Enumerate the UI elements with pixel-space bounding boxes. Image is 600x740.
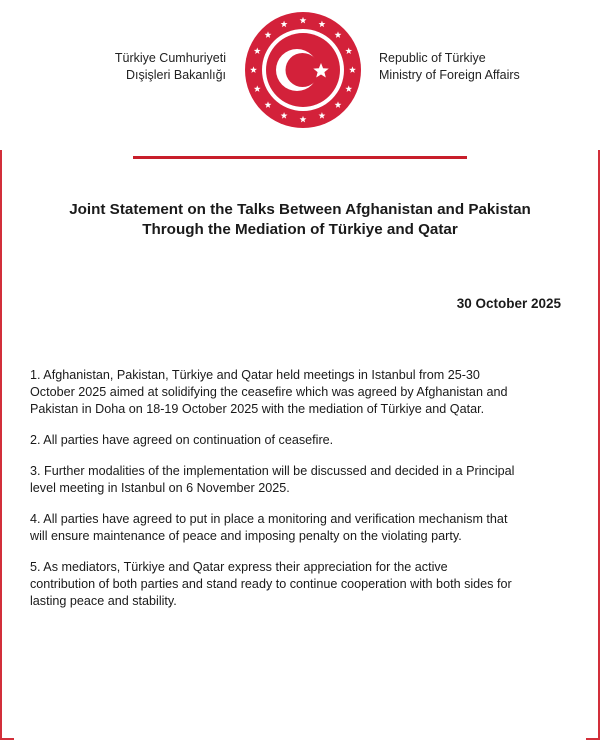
paragraph-line: lasting peace and stability. (30, 594, 177, 608)
header-right-line-1: Republic of Türkiye (379, 51, 486, 65)
statement-title (20, 200, 580, 240)
paragraph-line: level meeting in Istanbul on 6 November 2025. (30, 481, 290, 495)
paragraph-2 (30, 432, 575, 449)
header-left-line-2: Dışişleri Bakanlığı (125, 68, 226, 82)
paragraph-4 (30, 511, 575, 545)
paragraph-line: October 2025 aimed at solidifying the ceasefire which was agreed by Afghanistan and (30, 385, 508, 399)
header-right-line-2: Ministry of Foreign Affairs (379, 68, 520, 82)
title-line-2: Through the Mediation of Türkiye and Qatar (142, 221, 458, 238)
header-divider (133, 156, 467, 159)
paragraph-1 (30, 367, 575, 418)
page-border-left (0, 150, 4, 740)
paragraph-5 (30, 559, 575, 610)
paragraph-line: 5. As mediators, Türkiye and Qatar express their appreciation for the active (30, 560, 448, 574)
paragraph-line: 1. Afghanistan, Pakistan, Türkiye and Qatar held meetings in Istanbul from 25-30 (30, 368, 480, 382)
statement-date: 30 October 2025 (456, 296, 561, 311)
paragraph-line: will ensure maintenance of peace and imposing penalty on the violating party. (30, 529, 462, 543)
paragraph-line: contribution of both parties and stand ready to continue cooperation with both sides for (30, 577, 512, 591)
header-left-line-1: Türkiye Cumhuriyeti (114, 51, 226, 65)
turkish-mfa-seal-crescent-star-icon (243, 10, 363, 130)
page-border-right (596, 150, 600, 740)
paragraph-3 (30, 463, 575, 497)
paragraph-line: 3. Further modalities of the implementation will be discussed and decided in a Principal (30, 464, 515, 478)
paragraph-line: 4. All parties have agreed to put in place a monitoring and verification mechanism that (30, 512, 508, 526)
header-english-name (379, 50, 559, 84)
statement-body (30, 367, 575, 624)
title-line-1: Joint Statement on the Talks Between Afghanistan and Pakistan (69, 201, 531, 218)
paragraph-line: Pakistan in Doha on 18-19 October 2025 with the mediation of Türkiye and Qatar. (30, 402, 485, 416)
header-turkish-name (88, 50, 226, 84)
paragraph-line: 2. All parties have agreed on continuation of ceasefire. (30, 433, 334, 447)
